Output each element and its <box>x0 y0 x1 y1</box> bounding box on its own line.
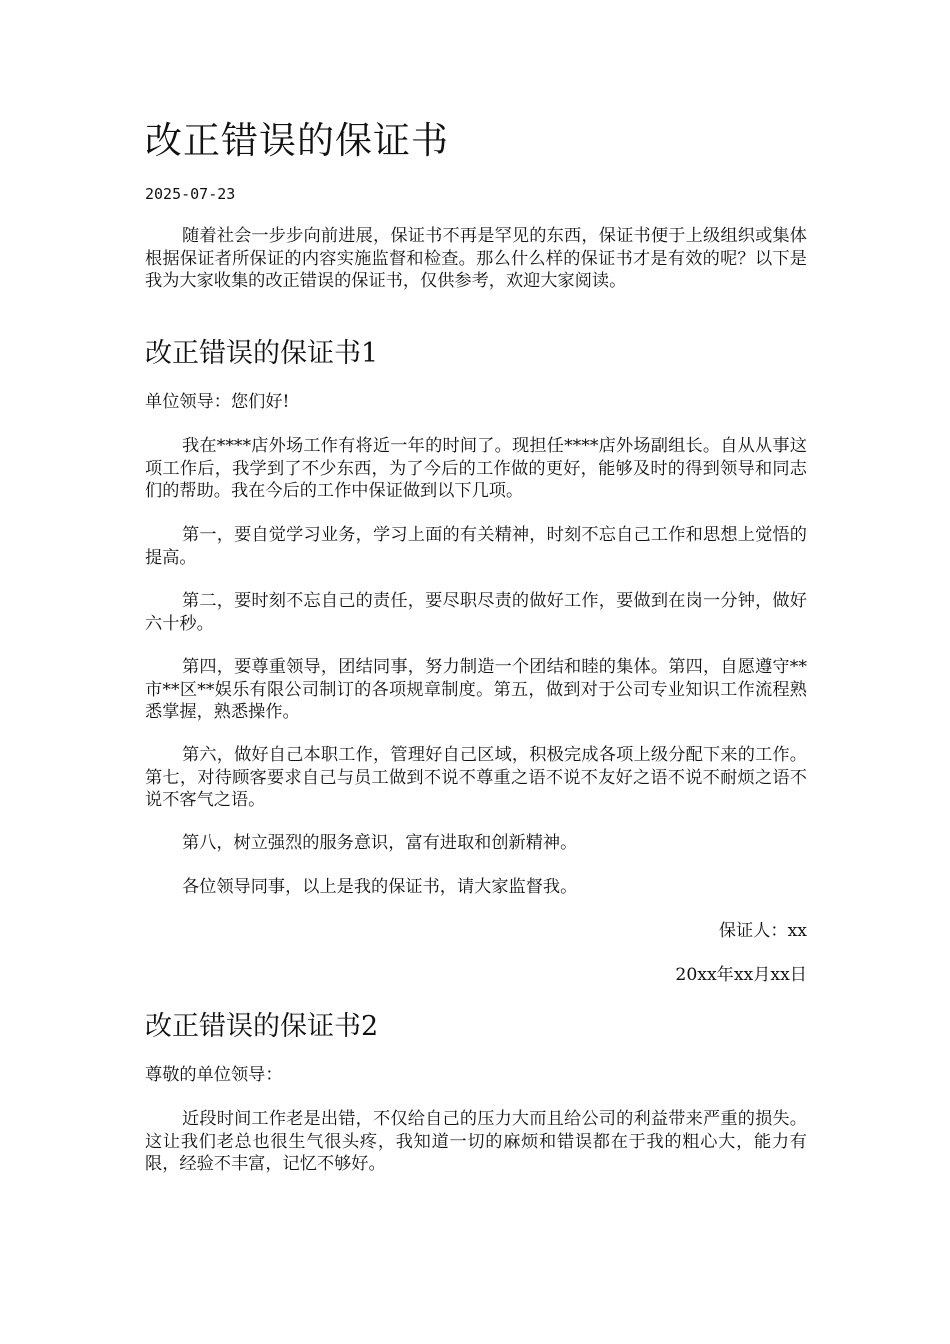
sign-date-line: 20xx年xx月xx日 <box>675 965 807 985</box>
section-1-heading: 改正错误的保证书1 <box>145 338 379 369</box>
section-1-salutation: 单位领导：您们好! <box>145 392 290 412</box>
publish-date: 2025-07-23 <box>145 185 236 203</box>
intro-paragraph: 随着社会一步步向前进展，保证书不再是罕见的东西，保证书便于上级组织或集体根据保证者所保证的内容实施监督和检查。那么什么样的保证书才是有效的呢？以下是我为大家收集的改正错误的保证书，仅供参考，欢迎大家阅读。 <box>145 226 807 291</box>
section-1-paragraph: 第二，要时刻不忘自己的责任，要尽职尽责的做好工作，要做到在岗一分钟，做好六十秒。 <box>145 591 807 634</box>
section-1-paragraph: 各位领导同事，以上是我的保证书，请大家监督我。 <box>181 877 578 897</box>
section-2-heading: 改正错误的保证书2 <box>145 1011 379 1042</box>
section-2-paragraph: 近段时间工作老是出错，不仅给自己的压力大而且给公司的利益带来严重的损失。这让我们老总也很生气很头疼，我知道一切的麻烦和错误都在于我的粗心大，能力有限，经验不丰富，记忆不够好。 <box>145 1109 807 1174</box>
section-1-paragraph: 第一，要自觉学习业务，学习上面的有关精神，时刻不忘自己工作和思想上觉悟的提高。 <box>145 525 807 568</box>
document-title: 改正错误的保证书 <box>145 119 449 162</box>
section-1-paragraph: 第四，要尊重领导，团结同事，努力制造一个团结和睦的集体。第四，自愿遵守**市**区**娱乐有限公司制订的各项规章制度。第五，做到对于公司专业知识工作流程熟悉掌握，熟悉操作。 <box>145 657 807 722</box>
section-1-paragraph: 第六，做好自己本职工作，管理好自己区域，积极完成各项上级分配下来的工作。第七，对待顾客要求自己与员工做到不说不尊重之语不说不友好之语不说不耐烦之语不说不客气之语。 <box>145 745 807 810</box>
section-1-paragraph: 我在****店外场工作有将近一年的时间了。现担任****店外场副组长。自从从事这项工作后，我学到了不少东西，为了今后的工作做的更好，能够及时的得到领导和同志们的帮助。我在今后的工作中保证做到以下几项。 <box>145 436 807 501</box>
section-2-salutation: 尊敬的单位领导： <box>145 1065 283 1085</box>
section-1-paragraph: 第八，树立强烈的服务意识，富有进取和创新精神。 <box>181 833 578 853</box>
signer-line: 保证人：xx <box>718 921 807 941</box>
